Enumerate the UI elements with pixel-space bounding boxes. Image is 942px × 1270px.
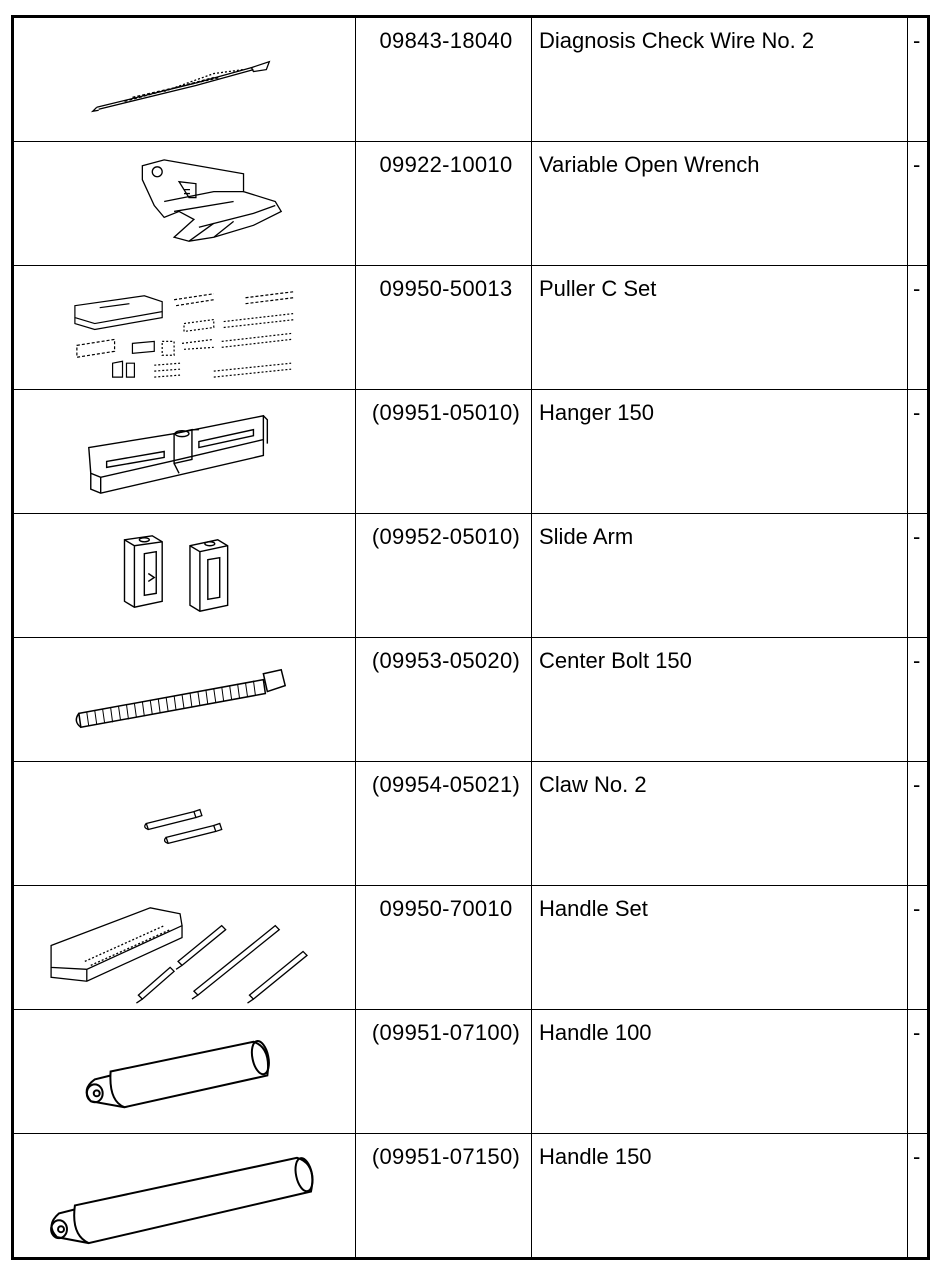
part-number: (09951-07150)	[371, 1144, 521, 1169]
extra-value: -	[913, 896, 921, 921]
center-bolt-icon	[14, 638, 357, 761]
tool-name: Claw No. 2	[539, 772, 647, 797]
tool-name: Handle Set	[539, 896, 648, 921]
tool-name: Variable Open Wrench	[539, 152, 760, 177]
extra-value: -	[913, 524, 921, 549]
part-number: (09951-07100)	[371, 1020, 521, 1045]
extra-value: -	[913, 648, 921, 673]
claw-icon	[14, 762, 357, 885]
tool-name: Handle 100	[539, 1020, 652, 1045]
extra-value: -	[913, 276, 921, 301]
handle-set-icon	[14, 886, 357, 1009]
table-row	[14, 1134, 927, 1257]
tool-table	[11, 15, 930, 1260]
variable-open-wrench-icon	[14, 142, 357, 265]
part-number: (09953-05020)	[371, 648, 521, 673]
part-number: (09952-05010)	[371, 524, 521, 549]
puller-c-set-icon	[14, 266, 357, 389]
table-row	[14, 514, 927, 638]
part-number: 09922-10010	[379, 152, 513, 177]
handle-100-icon	[14, 1010, 357, 1133]
extra-value: -	[913, 152, 921, 177]
tool-name: Handle 150	[539, 1144, 652, 1169]
extra-value: -	[913, 400, 921, 425]
part-number: 09950-70010	[379, 896, 513, 921]
part-number: (09951-05010)	[371, 400, 521, 425]
extra-value: -	[913, 772, 921, 797]
extra-value: -	[913, 1020, 921, 1045]
handle-150-icon	[14, 1134, 357, 1257]
tool-name: Slide Arm	[539, 524, 634, 549]
diagnosis-check-wire-icon	[14, 18, 357, 141]
slide-arm-icon	[14, 514, 357, 637]
hanger-icon	[14, 390, 357, 513]
table-row	[14, 142, 927, 266]
part-number: 09843-18040	[379, 28, 513, 53]
table-row	[14, 638, 927, 762]
tool-name: Hanger 150	[539, 400, 654, 425]
part-number: (09954-05021)	[371, 772, 521, 797]
table-row	[14, 762, 927, 886]
tool-name: Diagnosis Check Wire No. 2	[539, 28, 815, 53]
table-row	[14, 886, 927, 1010]
tool-name: Puller C Set	[539, 276, 657, 301]
table-row	[14, 1010, 927, 1134]
extra-value: -	[913, 1144, 921, 1169]
tool-name: Center Bolt 150	[539, 648, 692, 673]
part-number: 09950-50013	[379, 276, 513, 301]
table-row	[14, 18, 927, 142]
extra-value: -	[913, 28, 921, 53]
table-row	[14, 390, 927, 514]
table-row	[14, 266, 927, 390]
